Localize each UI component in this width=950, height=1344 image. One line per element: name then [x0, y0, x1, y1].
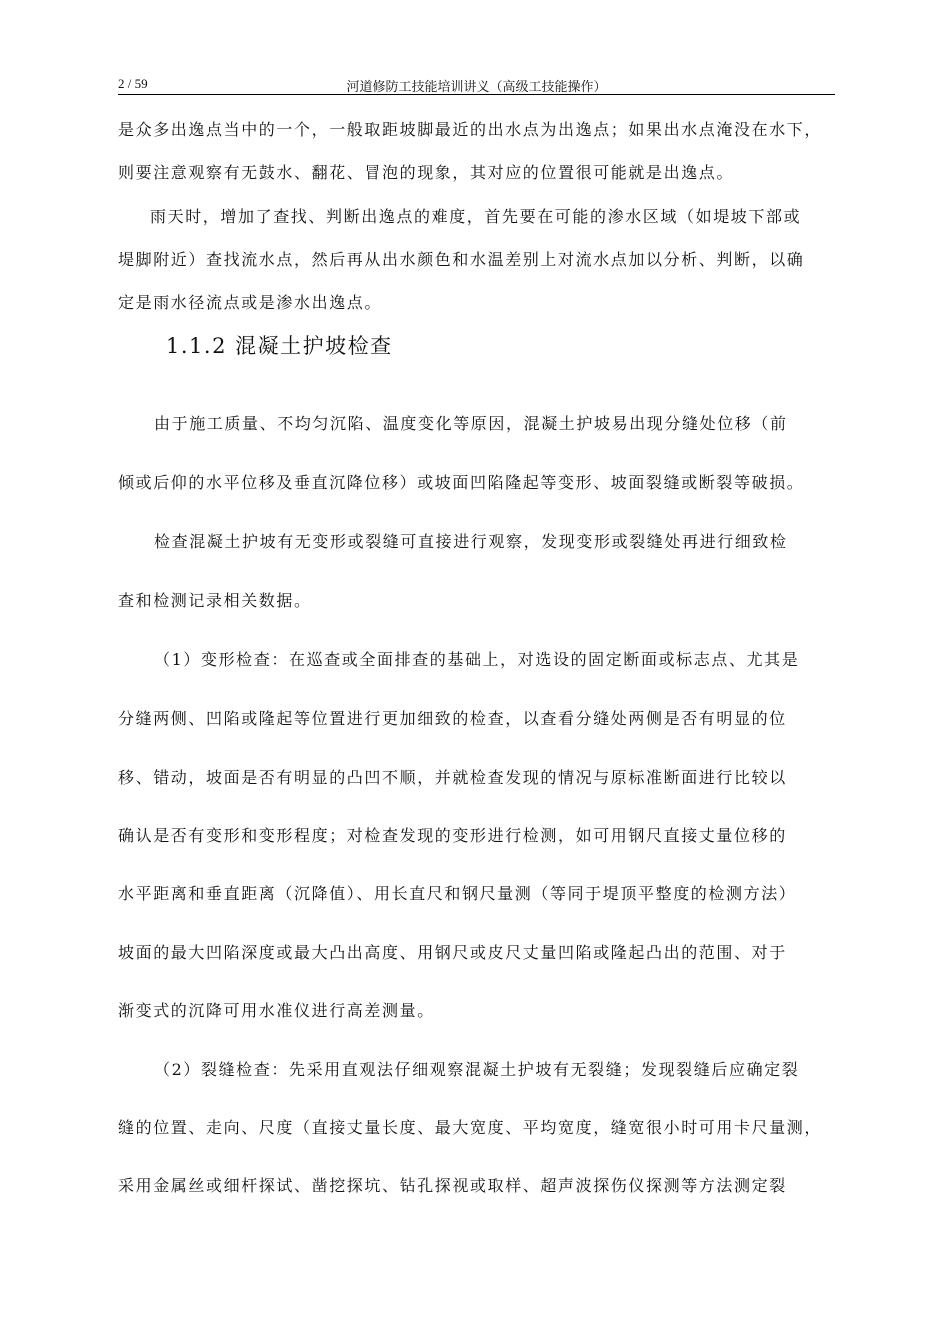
paragraph-line: 坡面的最大凹陷深度或最大凸出高度、用钢尺或皮尺丈量凹陷或隆起凸出的范围、对于 [118, 943, 787, 962]
paragraph-line: 定是雨水径流点或是渗水出逸点。 [118, 293, 383, 312]
page-number: 2 / 59 [118, 76, 148, 91]
paragraph-line: （2）裂缝检查：先采用直观法仔细观察混凝土护坡有无裂缝；发现裂缝后应确定裂 [154, 1060, 800, 1079]
header-title: 河道修防工技能培训讲义（高级工技能操作） [346, 80, 607, 95]
paragraph-line: 堤脚附近）查找流水点，然后再从出水颜色和水温差别上对流水点加以分析、判断，以确 [118, 250, 805, 269]
paragraph-line: 缝的位置、走向、尺度（直接丈量长度、最大宽度、平均宽度，缝宽很小时可用卡尺量测， [118, 1118, 823, 1137]
paragraph-line: 由于施工质量、不均匀沉陷、温度变化等原因，混凝土护坡易出现分缝处位移（前 [154, 414, 788, 433]
paragraph-line: （1）变形检查：在巡查或全面排查的基础上，对选设的固定断面或标志点、尤其是 [154, 650, 800, 669]
paragraph-line: 采用金属丝或细杆探试、凿挖探坑、钻孔探视或取样、超声波探伤仪探测等方法测定裂 [118, 1176, 787, 1195]
paragraph-line: 水平距离和垂直距离（沉降值）、用长直尺和钢尺量测（等同于堤顶平整度的检测方法） [118, 884, 797, 903]
section-heading: 1.1.2 混凝土护坡检查 [166, 334, 393, 358]
paragraph-line: 雨天时，增加了查找、判断出逸点的难度，首先要在可能的渗水区域（如堤坡下部或 [150, 207, 802, 226]
paragraph-line: 分缝两侧、凹陷或隆起等位置进行更加细致的检查，以查看分缝处两侧是否有明显的位 [118, 709, 787, 728]
paragraph-line: 查和检测记录相关数据。 [118, 591, 312, 610]
page-header [118, 76, 835, 96]
paragraph-line: 则要注意观察有无鼓水、翻花、冒泡的现象，其对应的位置很可能就是出逸点。 [118, 163, 735, 182]
paragraph-line: 移、错动，坡面是否有明显的凸凹不顺，并就检查发现的情况与原标准断面进行比较以 [118, 768, 787, 787]
paragraph-line: 确认是否有变形和变形程度；对检查发现的变形进行检测，如可用钢尺直接丈量位移的 [118, 826, 787, 845]
paragraph-line: 是众多出逸点当中的一个，一般取距坡脚最近的出水点为出逸点；如果出水点淹没在水下， [118, 120, 823, 139]
paragraph-line: 渐变式的沉降可用水准仪进行高差测量。 [118, 1001, 435, 1020]
header-rule [118, 94, 835, 95]
paragraph-line: 倾或后仰的水平位移及垂直沉降位移）或坡面凹陷隆起等变形、坡面裂缝或断裂等破损。 [118, 473, 805, 492]
paragraph-line: 检查混凝土护坡有无变形或裂缝可直接进行观察，发现变形或裂缝处再进行细致检 [154, 532, 788, 551]
